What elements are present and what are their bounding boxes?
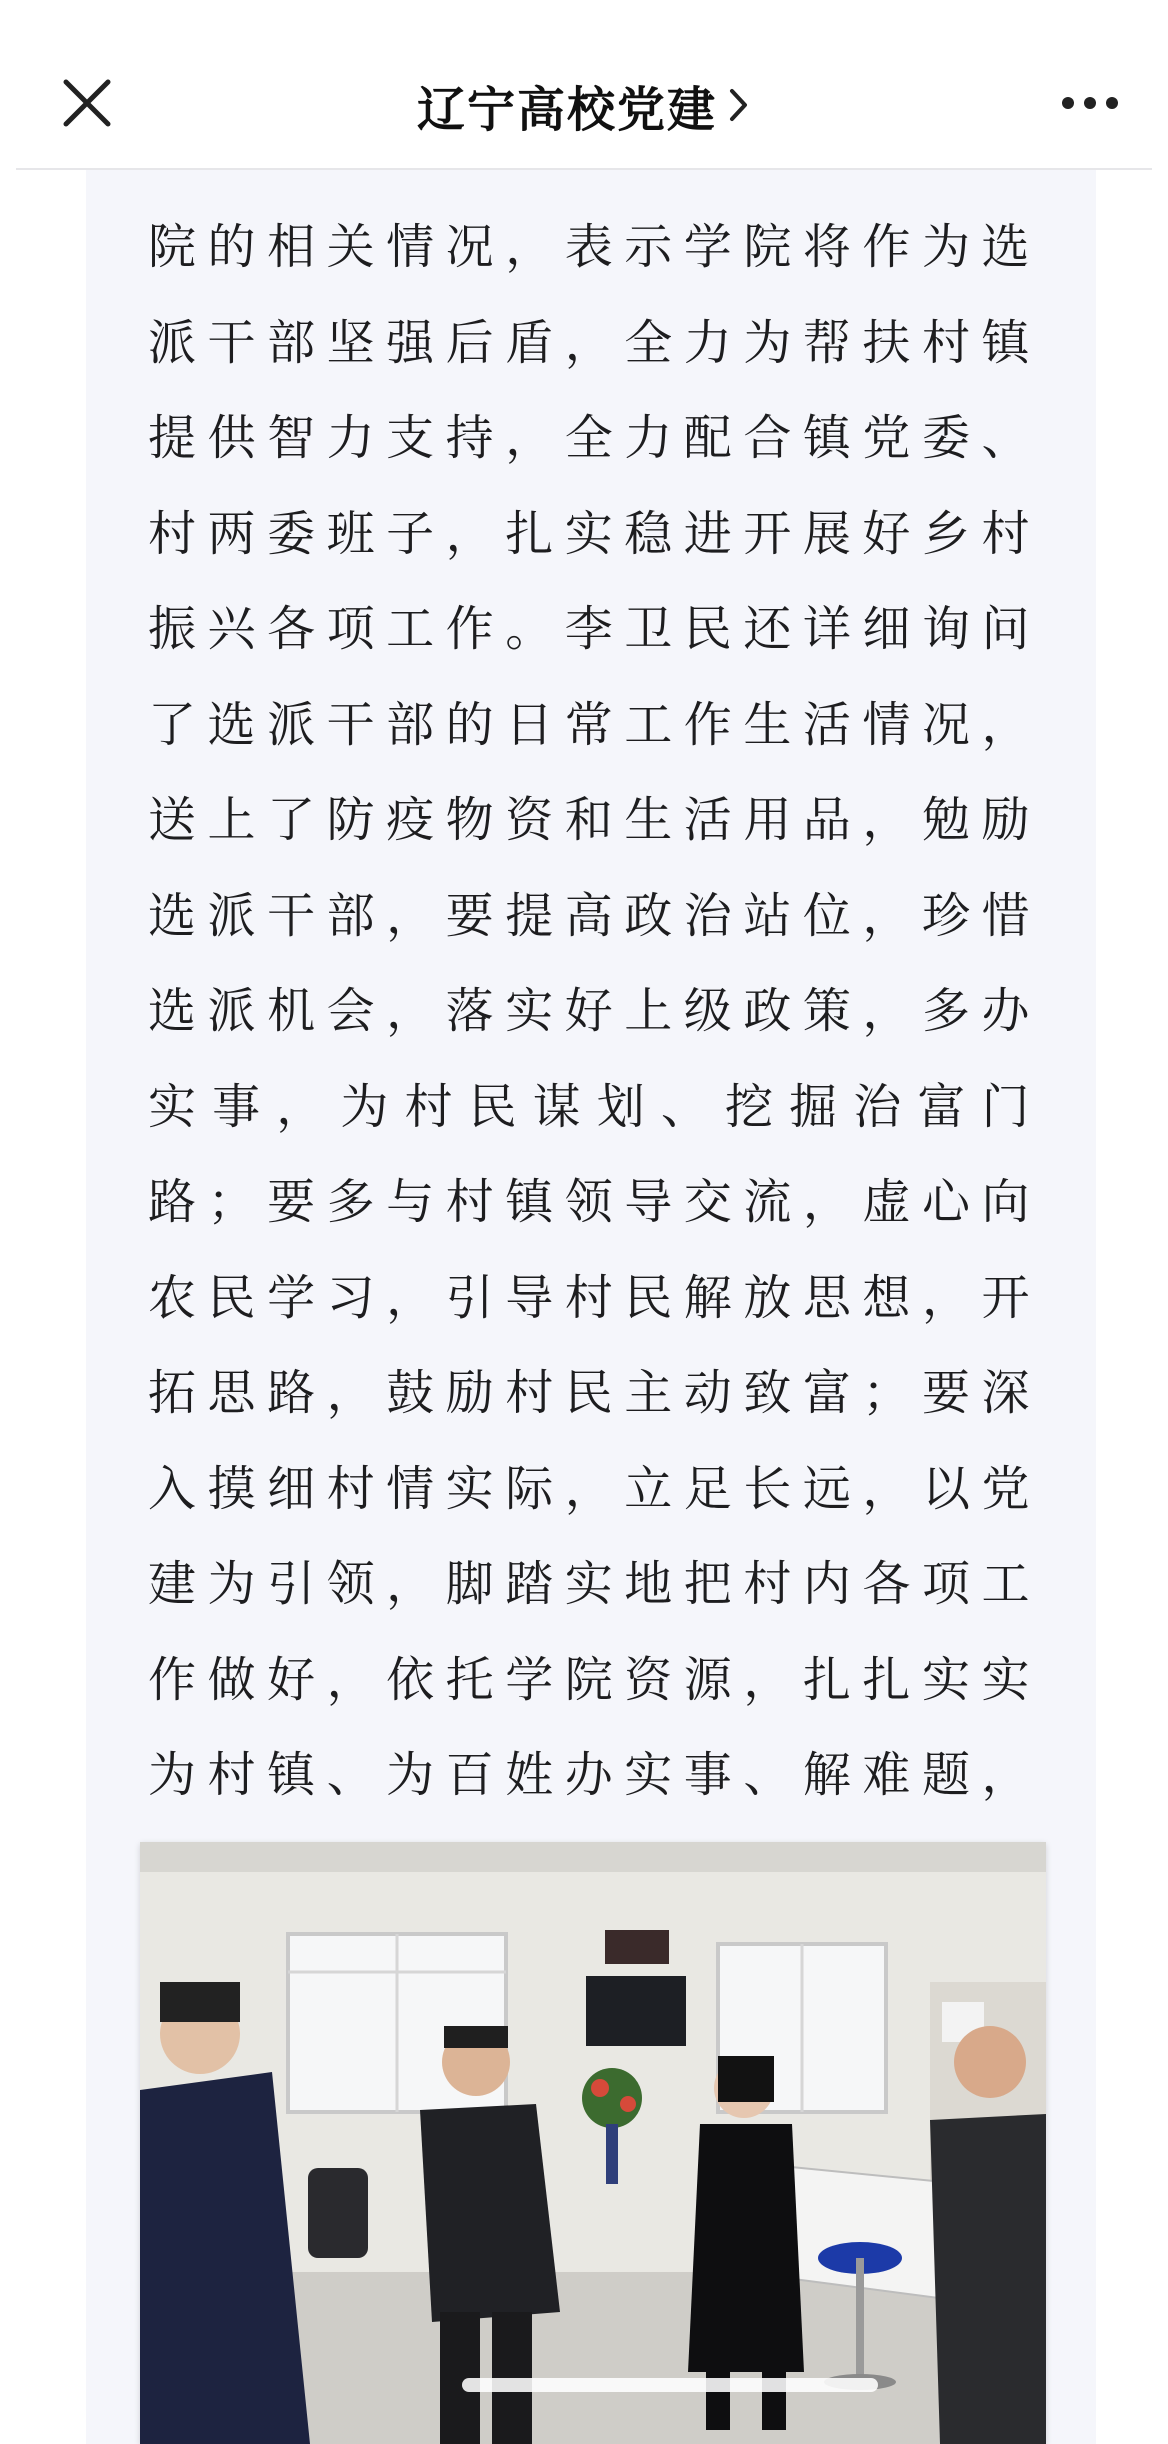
- more-dots-icon[interactable]: [1060, 90, 1120, 116]
- article-photo[interactable]: [140, 1842, 1046, 2444]
- chevron-right-icon: [727, 86, 751, 124]
- article-paragraph: 院的相关情况，表示学院将作为选派干部坚强后盾，全力为帮扶村镇提供智力支持，全力配合镇党委、村两委班子，扎实稳进开展好乡村振兴各项工作。李卫民还详细询问了选派干部的日常工作生活情况，送上了防疫物资和生活用品，勉励选派干部，要提高政治站位，珍惜选派机会，落实好上级政策，多办实事，为村民谋划、挖掘治富门路；要多与村镇领导交流，虚心向农民学习，引导村民解放思想，开拓思路，鼓励村民主动致富；要深入摸细村情实际，立足长远，以党建为引领，脚踏实地把村内各项工作做好，依托学院资源，扎扎实实为村镇、为百姓办实事、解难题，: [148, 219, 1038, 1803]
- office-visit-photo: [140, 1842, 1046, 2444]
- account-title: 辽宁高校党建: [416, 81, 717, 138]
- home-indicator: [462, 2378, 878, 2392]
- account-title-link[interactable]: [0, 70, 1168, 140]
- article-body: [86, 170, 1096, 2444]
- top-nav-bar: [0, 0, 1168, 170]
